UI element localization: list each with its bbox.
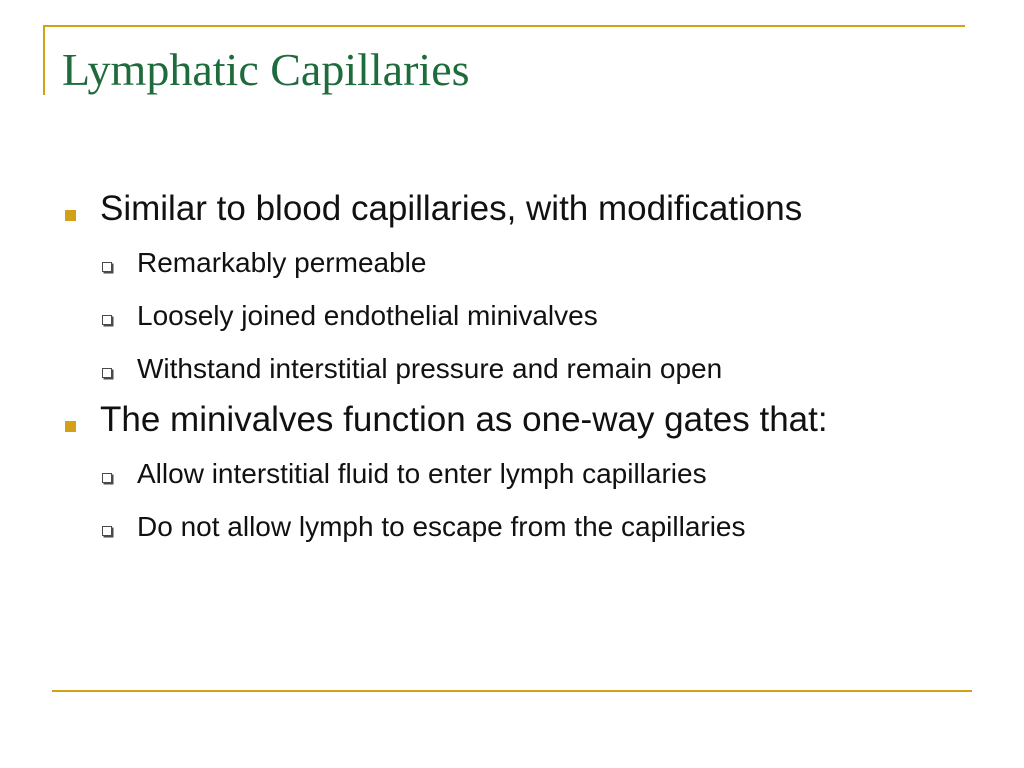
sub-bullet-item [62,289,962,342]
frame-left-line [43,25,45,95]
hollow-square-bullet-icon [102,315,112,325]
frame-bottom-line [52,690,972,692]
frame-top-line [43,25,965,27]
hollow-square-bullet-icon [102,368,112,378]
bullet-item [62,397,962,443]
square-bullet-icon [65,421,76,432]
bullet-text: The minivalves function as one-way gates that: [100,400,828,439]
sub-bullet-item [62,236,962,289]
hollow-square-bullet-icon [102,473,112,483]
sub-bullet-item [62,342,962,395]
bullet-text: Similar to blood capillaries, with modifications [100,189,803,228]
sub-bullet-text: Loosely joined endothelial minivalves [137,300,598,331]
hollow-square-bullet-icon [102,526,112,536]
sub-bullet-text: Remarkably permeable [137,247,427,278]
hollow-square-bullet-icon [102,262,112,272]
bullet-list [62,186,962,553]
sub-bullet-text: Allow interstitial fluid to enter lymph capillaries [137,458,707,489]
sub-bullet-item [62,500,962,553]
sub-bullet-text: Withstand interstitial pressure and remain open [137,353,723,384]
bullet-item [62,186,962,232]
slide-title: Lymphatic Capillaries [62,44,470,95]
sub-bullet-item [62,447,962,500]
sub-bullet-text: Do not allow lymph to escape from the capillaries [137,511,746,542]
square-bullet-icon [65,210,76,221]
